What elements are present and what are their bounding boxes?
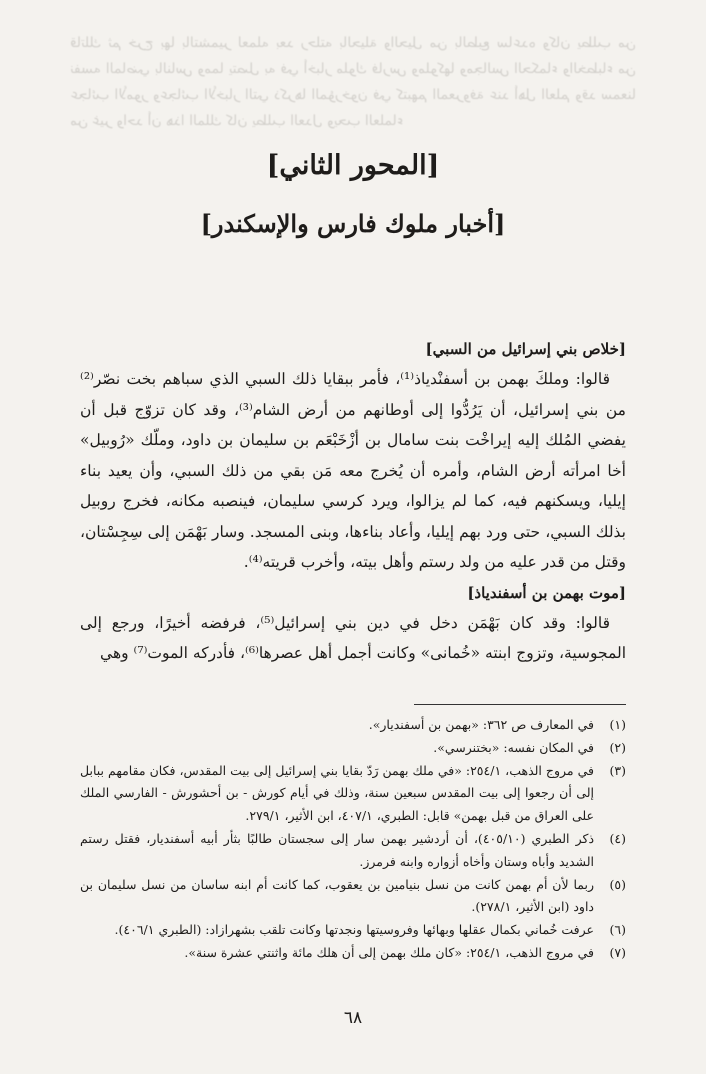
footnote-number: (٧) — [609, 944, 626, 960]
main-text — [80, 334, 626, 669]
subheading-death-of-bahman: [موت بهمن بن أسفندياذ] — [467, 583, 626, 602]
footnote — [80, 760, 626, 828]
footnote-text: في المكان نفسه: «بختنرسي». — [433, 739, 594, 755]
footnote-text: ربما لأن أم بهمن كانت من نسل بنيامين بن يعقوب، كما كانت أم ابنه ساسان من نسل سليمان بن داود (ابن الأثير، ٢٧٨/١). — [80, 876, 594, 915]
footnote-text: ذكر الطبري (٤٠٥/١٠)، أن أردشير بهمن سار إلى سجستان طالبًا بثأر أبيه أسفنديار، فقتل رستم الشديد وأباه وستان وأخاه أزواره وابنه فرمرز. — [80, 830, 595, 869]
footnote — [80, 828, 626, 874]
section-axis-title: [المحور الثاني] — [266, 150, 440, 181]
footnote-text: في المعارف ص ٣٦٢: «بهمن بن أسفنديار». — [368, 717, 594, 732]
footnote — [80, 942, 626, 965]
footnote-text: في مروج الذهب، ٢٥٤/١: «كان ملك بهمن إلى أن هلك مائة واثنتي عشرة سنة». — [184, 944, 594, 960]
footnote — [80, 919, 626, 942]
footnote-text: عرفت خُماني بكمال عقلها وبهائها وفروسيتها ونجدتها وكانت تلقب بشهرازاد: (الطبري ٤٠٦/١). — [114, 922, 594, 938]
footnote-number: (٣) — [609, 762, 626, 778]
section-subject-title: [أخبار ملوك فارس والإسكندر] — [200, 209, 506, 238]
footnote — [80, 874, 626, 920]
footnote-number: (١) — [609, 717, 626, 732]
paragraph-liberation: قالوا: وملكَ بهمن بن أسفنْدياذ⁽¹⁾، فأمر ببقايا ذلك السبي الذي سباهم بخت نصّر⁽²⁾ من بني إسرائيل، أن يَرُدُّوا إلى أوطانهم من أرض الشام⁽³⁾، وقد كان تزوّج قبل أن يفضي المُلك إليه إيراخْت بنت سامال بن أزْخَبْعَم بن سليمان بن داود، وملّك «رُوبيل» أخا امرأته أرض الشام، وأمره أن يُخرج معه مَن بقي من ذلك السبي، وأن يعيد بناء إيليا، ويسكنهم فيه، كما لم يزالوا، ويرد كرسي سليمان، فينصبه مكانه، فخرج روبيل بذلك السبي، حتى ورد بهم إيليا، وأعاد بناءها، وبنى المسجد. وسار بَهْمَن إلى سِجِسْتان، وقتل من قدر عليه من ولد رستم وأهل بيته، وأخرب قريته⁽⁴⁾. — [80, 370, 626, 571]
footnote — [80, 714, 626, 737]
footnote-number: (٢) — [609, 739, 626, 755]
footnote-divider — [414, 704, 626, 705]
footnote-number: (٤) — [609, 830, 626, 846]
footnotes — [80, 714, 626, 965]
footnote-number: (٦) — [609, 922, 626, 938]
page-number: ٦٨ — [343, 1008, 363, 1028]
paragraph-death-of-bahman: قالوا: وقد كان بَهْمَن دخل في دين بني إسرائيل⁽⁵⁾، فرفضه أخيرًا، ورجع إلى المجوسية، وتزوج ابنته «خُمانى» وكانت أجمل أهل عصرها⁽⁶⁾، فأدركه الموت⁽⁷⁾ وهي — [80, 613, 626, 662]
footnote-number: (٥) — [609, 876, 626, 892]
footnote — [80, 737, 626, 760]
bleed-through-text: قاتلك ثم خرج بها بالتشمير لعمله بعد رحلته بالحيلة والحيل من بالطبع ساعده وكان يطلب من نفسه الماضي بالناس ومما يتصل به في أخبار ملوك فارس وملوكها ومجالس الحكماء والخطباء من عجائب الأمور وعجائب الأخبار التي ذكرها المؤرخون في كتبهم المعروفة عند أهل العلم وقد سمعنا من غير واحد أن هذا الملك كان يطلب العدل ويحب العلماء — [70, 35, 636, 129]
footnote-text: في مروج الذهب، ٢٥٤/١: «في ملك بهمن رَدّ بقايا بني إسرائيل إلى بيت المقدس، فكان مقامهم ببابل إلى أن رجعوا إلى بيت المقدس سبعين سنة، وذلك في أيام كورش - بن أحشورش - الفارسي الملك على العراق من قبل بهمن» قابل: الطبري، ٤٠٧/١، ابن الأثير، ٢٧٩/١. — [80, 762, 594, 824]
subheading-liberation: [خلاص بني إسرائيل من السبي] — [425, 340, 626, 358]
